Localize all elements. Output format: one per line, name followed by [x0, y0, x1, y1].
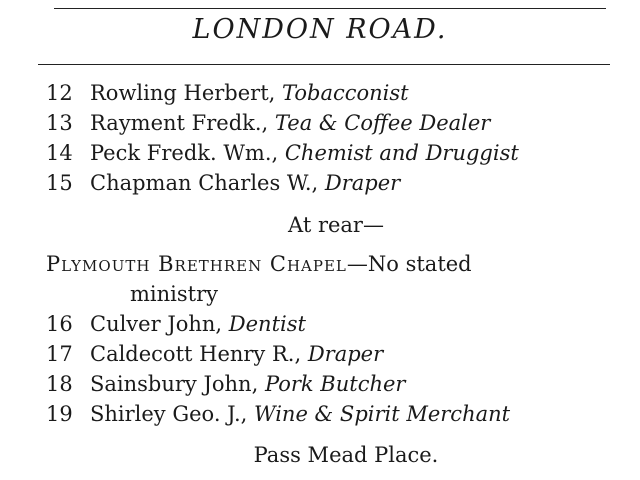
entry-trade: Chemist and Druggist — [284, 141, 519, 165]
entry-name: Culver John, — [90, 312, 229, 336]
entry-number: 15 — [46, 171, 73, 195]
entry-name: Sainsbury John, — [90, 372, 265, 396]
entry-number: 13 — [46, 111, 73, 135]
chapel-entry — [46, 249, 626, 279]
entry-row — [46, 138, 626, 168]
entry-trade: Pork Butcher — [264, 372, 406, 396]
heading-rule — [38, 64, 610, 65]
entry-row — [46, 168, 626, 198]
entry-name: Rayment Fredk., — [90, 111, 275, 135]
entry-name: Peck Fredk. Wm., — [90, 141, 285, 165]
entry-number: 17 — [46, 342, 73, 366]
at-rear-label: At rear— — [288, 213, 384, 237]
chapel-name: Plymouth Brethren Chapel — [46, 252, 347, 276]
entry-trade: Wine & Spirit Merchant — [254, 402, 511, 426]
entry-row — [46, 369, 626, 399]
street-heading: LONDON ROAD. — [192, 14, 448, 45]
entry-number: 16 — [46, 312, 73, 336]
entry-trade: Tobacconist — [281, 81, 409, 105]
entry-number: 18 — [46, 372, 73, 396]
entry-name: Rowling Herbert, — [90, 81, 282, 105]
entry-trade: Tea & Coffee Dealer — [274, 111, 491, 135]
entry-number: 14 — [46, 141, 73, 165]
entry-trade: Draper — [324, 171, 401, 195]
entry-name: Chapman Charles W., — [90, 171, 325, 195]
top-rule — [54, 8, 606, 9]
chapel-continuation: ministry — [130, 282, 218, 306]
entry-number: 19 — [46, 402, 73, 426]
entry-row — [46, 309, 626, 339]
entry-name: Caldecott Henry R., — [90, 342, 308, 366]
directory-entries — [46, 78, 626, 470]
entry-row — [46, 339, 626, 369]
entry-number: 12 — [46, 81, 73, 105]
entry-name: Shirley Geo. J., — [90, 402, 254, 426]
entry-trade: Dentist — [228, 312, 306, 336]
entry-row — [46, 78, 626, 108]
entry-trade: Draper — [307, 342, 384, 366]
chapel-note: —No stated — [346, 252, 472, 276]
entry-row — [46, 399, 626, 429]
pass-place-line: Pass Mead Place. — [253, 443, 439, 467]
entry-row — [46, 108, 626, 138]
